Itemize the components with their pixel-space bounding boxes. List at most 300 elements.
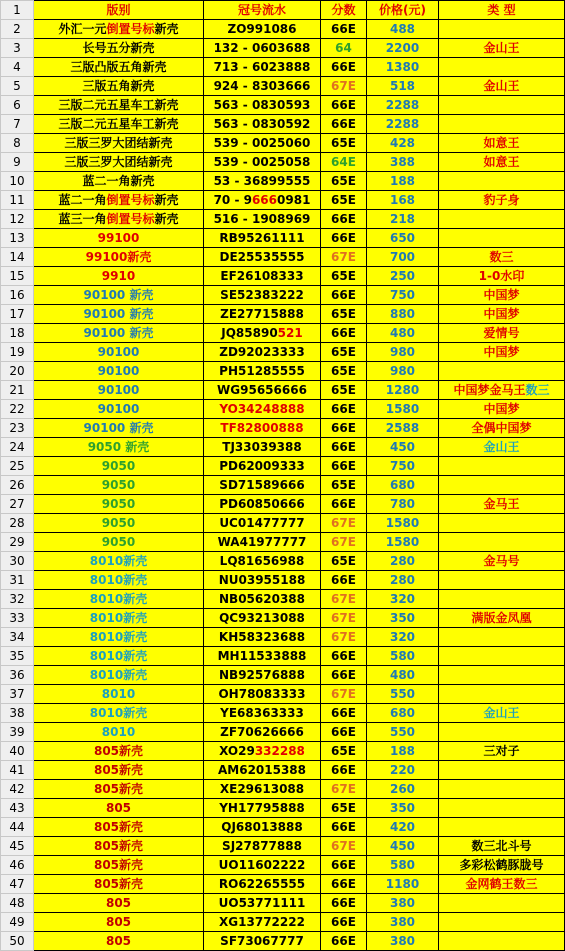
cell-score[interactable] xyxy=(321,742,367,761)
row-number[interactable]: 33 xyxy=(1,609,34,628)
cell-edition[interactable] xyxy=(34,799,204,818)
cell-price[interactable]: 280 xyxy=(367,552,439,571)
cell-edition[interactable] xyxy=(34,913,204,932)
cell-edition[interactable] xyxy=(34,704,204,723)
cell-type[interactable] xyxy=(439,799,565,818)
cell-score[interactable] xyxy=(321,191,367,210)
cell-edition[interactable] xyxy=(34,58,204,77)
cell-type[interactable] xyxy=(439,286,565,305)
cell-type[interactable] xyxy=(439,324,565,343)
cell-price[interactable]: 280 xyxy=(367,571,439,590)
cell-score[interactable] xyxy=(321,476,367,495)
header-serial[interactable]: 冠号流水 xyxy=(204,1,321,20)
cell-type[interactable] xyxy=(439,666,565,685)
cell-type[interactable] xyxy=(439,647,565,666)
cell-price[interactable]: 780 xyxy=(367,495,439,514)
cell-price[interactable]: 2288 xyxy=(367,115,439,134)
cell-serial[interactable] xyxy=(204,400,321,419)
cell-type[interactable] xyxy=(439,818,565,837)
cell-serial[interactable] xyxy=(204,381,321,400)
cell-serial[interactable] xyxy=(204,438,321,457)
cell-price[interactable]: 450 xyxy=(367,837,439,856)
cell-price[interactable]: 1580 xyxy=(367,514,439,533)
cell-serial[interactable] xyxy=(204,96,321,115)
cell-type[interactable] xyxy=(439,77,565,96)
cell-serial[interactable] xyxy=(204,77,321,96)
cell-score[interactable] xyxy=(321,761,367,780)
cell-serial[interactable] xyxy=(204,552,321,571)
cell-type[interactable] xyxy=(439,96,565,115)
cell-type[interactable] xyxy=(439,552,565,571)
cell-edition[interactable] xyxy=(34,39,204,58)
row-number[interactable]: 24 xyxy=(1,438,34,457)
row-number[interactable]: 30 xyxy=(1,552,34,571)
row-number[interactable]: 32 xyxy=(1,590,34,609)
cell-type[interactable] xyxy=(439,400,565,419)
row-number[interactable]: 36 xyxy=(1,666,34,685)
cell-serial[interactable] xyxy=(204,343,321,362)
cell-score[interactable] xyxy=(321,248,367,267)
cell-type[interactable] xyxy=(439,495,565,514)
cell-type[interactable] xyxy=(439,172,565,191)
cell-type[interactable] xyxy=(439,628,565,647)
cell-edition[interactable] xyxy=(34,628,204,647)
cell-serial[interactable] xyxy=(204,875,321,894)
cell-score[interactable] xyxy=(321,837,367,856)
cell-score[interactable] xyxy=(321,571,367,590)
cell-edition[interactable] xyxy=(34,20,204,39)
row-number[interactable]: 50 xyxy=(1,932,34,951)
cell-serial[interactable] xyxy=(204,305,321,324)
cell-score[interactable] xyxy=(321,267,367,286)
cell-type[interactable] xyxy=(439,609,565,628)
cell-serial[interactable] xyxy=(204,647,321,666)
row-number[interactable]: 47 xyxy=(1,875,34,894)
cell-serial[interactable] xyxy=(204,362,321,381)
cell-serial[interactable] xyxy=(204,628,321,647)
cell-type[interactable] xyxy=(439,58,565,77)
cell-edition[interactable] xyxy=(34,381,204,400)
cell-edition[interactable] xyxy=(34,419,204,438)
cell-type[interactable] xyxy=(439,704,565,723)
cell-price[interactable]: 750 xyxy=(367,457,439,476)
cell-type[interactable] xyxy=(439,780,565,799)
cell-serial[interactable] xyxy=(204,115,321,134)
cell-price[interactable]: 1180 xyxy=(367,875,439,894)
cell-edition[interactable] xyxy=(34,77,204,96)
cell-serial[interactable] xyxy=(204,704,321,723)
cell-serial[interactable] xyxy=(204,457,321,476)
cell-price[interactable]: 480 xyxy=(367,666,439,685)
row-number[interactable]: 45 xyxy=(1,837,34,856)
cell-price[interactable]: 750 xyxy=(367,286,439,305)
row-number[interactable]: 8 xyxy=(1,134,34,153)
cell-type[interactable] xyxy=(439,723,565,742)
row-number[interactable]: 18 xyxy=(1,324,34,343)
cell-serial[interactable] xyxy=(204,913,321,932)
cell-serial[interactable] xyxy=(204,609,321,628)
cell-serial[interactable] xyxy=(204,837,321,856)
cell-serial[interactable] xyxy=(204,324,321,343)
cell-price[interactable]: 380 xyxy=(367,932,439,951)
cell-serial[interactable] xyxy=(204,476,321,495)
cell-price[interactable]: 350 xyxy=(367,609,439,628)
cell-edition[interactable] xyxy=(34,153,204,172)
cell-score[interactable] xyxy=(321,552,367,571)
row-number[interactable]: 34 xyxy=(1,628,34,647)
cell-serial[interactable] xyxy=(204,685,321,704)
cell-serial[interactable] xyxy=(204,780,321,799)
cell-score[interactable] xyxy=(321,913,367,932)
row-number[interactable]: 5 xyxy=(1,77,34,96)
cell-score[interactable] xyxy=(321,77,367,96)
cell-serial[interactable] xyxy=(204,153,321,172)
header-edition[interactable]: 版别 xyxy=(34,1,204,20)
row-number[interactable]: 12 xyxy=(1,210,34,229)
cell-edition[interactable] xyxy=(34,609,204,628)
cell-edition[interactable] xyxy=(34,191,204,210)
cell-serial[interactable] xyxy=(204,20,321,39)
cell-score[interactable] xyxy=(321,153,367,172)
cell-price[interactable]: 420 xyxy=(367,818,439,837)
cell-score[interactable] xyxy=(321,723,367,742)
row-number[interactable]: 38 xyxy=(1,704,34,723)
cell-edition[interactable] xyxy=(34,286,204,305)
cell-edition[interactable] xyxy=(34,571,204,590)
cell-edition[interactable] xyxy=(34,761,204,780)
cell-type[interactable] xyxy=(439,419,565,438)
cell-price[interactable]: 320 xyxy=(367,590,439,609)
row-number[interactable]: 41 xyxy=(1,761,34,780)
cell-edition[interactable] xyxy=(34,210,204,229)
cell-price[interactable]: 218 xyxy=(367,210,439,229)
cell-type[interactable] xyxy=(439,248,565,267)
cell-serial[interactable] xyxy=(204,210,321,229)
cell-serial[interactable] xyxy=(204,248,321,267)
cell-edition[interactable] xyxy=(34,533,204,552)
cell-price[interactable]: 250 xyxy=(367,267,439,286)
cell-serial[interactable] xyxy=(204,894,321,913)
cell-serial[interactable] xyxy=(204,58,321,77)
row-number[interactable]: 9 xyxy=(1,153,34,172)
cell-score[interactable] xyxy=(321,438,367,457)
row-number[interactable]: 48 xyxy=(1,894,34,913)
cell-type[interactable] xyxy=(439,856,565,875)
cell-score[interactable] xyxy=(321,381,367,400)
cell-type[interactable] xyxy=(439,932,565,951)
row-number[interactable]: 43 xyxy=(1,799,34,818)
cell-type[interactable] xyxy=(439,191,565,210)
cell-score[interactable] xyxy=(321,305,367,324)
cell-price[interactable]: 380 xyxy=(367,913,439,932)
row-number[interactable]: 40 xyxy=(1,742,34,761)
cell-edition[interactable] xyxy=(34,476,204,495)
cell-serial[interactable] xyxy=(204,590,321,609)
cell-score[interactable] xyxy=(321,58,367,77)
cell-price[interactable]: 488 xyxy=(367,20,439,39)
row-number[interactable]: 21 xyxy=(1,381,34,400)
cell-price[interactable]: 2588 xyxy=(367,419,439,438)
row-number[interactable]: 19 xyxy=(1,343,34,362)
cell-price[interactable]: 680 xyxy=(367,704,439,723)
cell-edition[interactable] xyxy=(34,457,204,476)
row-number[interactable]: 31 xyxy=(1,571,34,590)
cell-type[interactable] xyxy=(439,438,565,457)
cell-price[interactable]: 320 xyxy=(367,628,439,647)
cell-price[interactable]: 220 xyxy=(367,761,439,780)
row-number[interactable]: 39 xyxy=(1,723,34,742)
cell-serial[interactable] xyxy=(204,229,321,248)
cell-edition[interactable] xyxy=(34,495,204,514)
cell-edition[interactable] xyxy=(34,438,204,457)
header-type[interactable]: 类 型 xyxy=(439,1,565,20)
cell-type[interactable] xyxy=(439,343,565,362)
header-score[interactable]: 分数 xyxy=(321,1,367,20)
cell-price[interactable]: 1580 xyxy=(367,400,439,419)
cell-edition[interactable] xyxy=(34,856,204,875)
row-number[interactable]: 14 xyxy=(1,248,34,267)
row-number[interactable]: 42 xyxy=(1,780,34,799)
cell-score[interactable] xyxy=(321,134,367,153)
row-number[interactable]: 49 xyxy=(1,913,34,932)
cell-price[interactable]: 450 xyxy=(367,438,439,457)
cell-price[interactable]: 700 xyxy=(367,248,439,267)
row-number[interactable]: 6 xyxy=(1,96,34,115)
cell-price[interactable]: 480 xyxy=(367,324,439,343)
cell-serial[interactable] xyxy=(204,932,321,951)
cell-edition[interactable] xyxy=(34,305,204,324)
cell-serial[interactable] xyxy=(204,267,321,286)
cell-edition[interactable] xyxy=(34,780,204,799)
cell-type[interactable] xyxy=(439,115,565,134)
row-number[interactable]: 17 xyxy=(1,305,34,324)
cell-score[interactable] xyxy=(321,362,367,381)
cell-edition[interactable] xyxy=(34,248,204,267)
cell-edition[interactable] xyxy=(34,647,204,666)
row-number[interactable]: 25 xyxy=(1,457,34,476)
cell-serial[interactable] xyxy=(204,514,321,533)
cell-edition[interactable] xyxy=(34,343,204,362)
cell-type[interactable] xyxy=(439,742,565,761)
cell-price[interactable]: 388 xyxy=(367,153,439,172)
cell-score[interactable] xyxy=(321,20,367,39)
cell-edition[interactable] xyxy=(34,932,204,951)
cell-score[interactable] xyxy=(321,419,367,438)
cell-score[interactable] xyxy=(321,400,367,419)
cell-price[interactable]: 168 xyxy=(367,191,439,210)
cell-score[interactable] xyxy=(321,818,367,837)
cell-type[interactable] xyxy=(439,381,565,400)
row-number[interactable]: 27 xyxy=(1,495,34,514)
cell-edition[interactable] xyxy=(34,324,204,343)
cell-type[interactable] xyxy=(439,153,565,172)
cell-serial[interactable] xyxy=(204,191,321,210)
cell-type[interactable] xyxy=(439,229,565,248)
cell-edition[interactable] xyxy=(34,514,204,533)
cell-score[interactable] xyxy=(321,856,367,875)
cell-score[interactable] xyxy=(321,704,367,723)
cell-type[interactable] xyxy=(439,590,565,609)
cell-type[interactable] xyxy=(439,837,565,856)
row-number[interactable]: 44 xyxy=(1,818,34,837)
cell-score[interactable] xyxy=(321,324,367,343)
cell-score[interactable] xyxy=(321,457,367,476)
cell-price[interactable]: 980 xyxy=(367,343,439,362)
row-number[interactable]: 23 xyxy=(1,419,34,438)
cell-score[interactable] xyxy=(321,286,367,305)
cell-type[interactable] xyxy=(439,134,565,153)
row-number[interactable]: 13 xyxy=(1,229,34,248)
cell-type[interactable] xyxy=(439,685,565,704)
cell-score[interactable] xyxy=(321,685,367,704)
cell-price[interactable]: 580 xyxy=(367,647,439,666)
cell-serial[interactable] xyxy=(204,666,321,685)
cell-score[interactable] xyxy=(321,666,367,685)
cell-score[interactable] xyxy=(321,514,367,533)
cell-edition[interactable] xyxy=(34,590,204,609)
cell-edition[interactable] xyxy=(34,552,204,571)
cell-price[interactable]: 1280 xyxy=(367,381,439,400)
cell-score[interactable] xyxy=(321,172,367,191)
cell-score[interactable] xyxy=(321,229,367,248)
cell-serial[interactable] xyxy=(204,134,321,153)
cell-price[interactable]: 350 xyxy=(367,799,439,818)
row-number[interactable]: 28 xyxy=(1,514,34,533)
cell-type[interactable] xyxy=(439,913,565,932)
cell-score[interactable] xyxy=(321,894,367,913)
cell-serial[interactable] xyxy=(204,571,321,590)
row-number[interactable]: 4 xyxy=(1,58,34,77)
cell-price[interactable]: 518 xyxy=(367,77,439,96)
cell-type[interactable] xyxy=(439,533,565,552)
cell-edition[interactable] xyxy=(34,685,204,704)
cell-price[interactable]: 1380 xyxy=(367,58,439,77)
cell-score[interactable] xyxy=(321,495,367,514)
cell-score[interactable] xyxy=(321,799,367,818)
header-price[interactable]: 价格(元) xyxy=(367,1,439,20)
cell-price[interactable]: 428 xyxy=(367,134,439,153)
cell-score[interactable] xyxy=(321,780,367,799)
cell-price[interactable]: 380 xyxy=(367,894,439,913)
row-number[interactable]: 20 xyxy=(1,362,34,381)
cell-serial[interactable] xyxy=(204,286,321,305)
cell-edition[interactable] xyxy=(34,96,204,115)
cell-score[interactable] xyxy=(321,609,367,628)
cell-type[interactable] xyxy=(439,305,565,324)
cell-price[interactable]: 980 xyxy=(367,362,439,381)
cell-edition[interactable] xyxy=(34,837,204,856)
cell-serial[interactable] xyxy=(204,799,321,818)
cell-score[interactable] xyxy=(321,647,367,666)
cell-type[interactable] xyxy=(439,39,565,58)
cell-edition[interactable] xyxy=(34,742,204,761)
cell-score[interactable] xyxy=(321,96,367,115)
cell-edition[interactable] xyxy=(34,267,204,286)
row-number[interactable]: 3 xyxy=(1,39,34,58)
cell-score[interactable] xyxy=(321,875,367,894)
cell-serial[interactable] xyxy=(204,495,321,514)
cell-serial[interactable] xyxy=(204,172,321,191)
cell-edition[interactable] xyxy=(34,818,204,837)
cell-price[interactable]: 260 xyxy=(367,780,439,799)
cell-serial[interactable] xyxy=(204,533,321,552)
row-number[interactable]: 26 xyxy=(1,476,34,495)
row-number[interactable]: 15 xyxy=(1,267,34,286)
cell-price[interactable]: 550 xyxy=(367,685,439,704)
cell-type[interactable] xyxy=(439,761,565,780)
cell-price[interactable]: 188 xyxy=(367,742,439,761)
cell-type[interactable] xyxy=(439,20,565,39)
row-number[interactable]: 46 xyxy=(1,856,34,875)
cell-serial[interactable] xyxy=(204,419,321,438)
cell-serial[interactable] xyxy=(204,856,321,875)
cell-price[interactable]: 580 xyxy=(367,856,439,875)
row-number[interactable]: 2 xyxy=(1,20,34,39)
cell-type[interactable] xyxy=(439,571,565,590)
cell-serial[interactable] xyxy=(204,39,321,58)
cell-edition[interactable] xyxy=(34,723,204,742)
cell-price[interactable]: 680 xyxy=(367,476,439,495)
cell-price[interactable]: 880 xyxy=(367,305,439,324)
cell-score[interactable] xyxy=(321,932,367,951)
cell-price[interactable]: 550 xyxy=(367,723,439,742)
cell-edition[interactable] xyxy=(34,875,204,894)
cell-type[interactable] xyxy=(439,457,565,476)
row-number[interactable]: 29 xyxy=(1,533,34,552)
cell-edition[interactable] xyxy=(34,362,204,381)
cell-edition[interactable] xyxy=(34,172,204,191)
cell-price[interactable]: 2288 xyxy=(367,96,439,115)
cell-price[interactable]: 650 xyxy=(367,229,439,248)
row-number[interactable]: 11 xyxy=(1,191,34,210)
cell-price[interactable]: 188 xyxy=(367,172,439,191)
cell-type[interactable] xyxy=(439,875,565,894)
cell-edition[interactable] xyxy=(34,894,204,913)
cell-score[interactable] xyxy=(321,533,367,552)
cell-edition[interactable] xyxy=(34,666,204,685)
cell-price[interactable]: 1580 xyxy=(367,533,439,552)
cell-type[interactable] xyxy=(439,894,565,913)
row-number[interactable]: 1 xyxy=(1,1,34,20)
cell-type[interactable] xyxy=(439,514,565,533)
cell-edition[interactable] xyxy=(34,400,204,419)
cell-score[interactable] xyxy=(321,39,367,58)
cell-type[interactable] xyxy=(439,476,565,495)
cell-score[interactable] xyxy=(321,115,367,134)
cell-type[interactable] xyxy=(439,362,565,381)
cell-type[interactable] xyxy=(439,210,565,229)
cell-serial[interactable] xyxy=(204,818,321,837)
cell-score[interactable] xyxy=(321,590,367,609)
row-number[interactable]: 37 xyxy=(1,685,34,704)
row-number[interactable]: 10 xyxy=(1,172,34,191)
cell-edition[interactable] xyxy=(34,115,204,134)
row-number[interactable]: 22 xyxy=(1,400,34,419)
cell-serial[interactable] xyxy=(204,742,321,761)
cell-score[interactable] xyxy=(321,210,367,229)
cell-edition[interactable] xyxy=(34,229,204,248)
cell-edition[interactable] xyxy=(34,134,204,153)
row-number[interactable]: 35 xyxy=(1,647,34,666)
cell-type[interactable] xyxy=(439,267,565,286)
cell-score[interactable] xyxy=(321,343,367,362)
row-number[interactable]: 7 xyxy=(1,115,34,134)
row-number[interactable]: 16 xyxy=(1,286,34,305)
cell-serial[interactable] xyxy=(204,761,321,780)
cell-score[interactable] xyxy=(321,628,367,647)
cell-serial[interactable] xyxy=(204,723,321,742)
cell-price[interactable]: 2200 xyxy=(367,39,439,58)
